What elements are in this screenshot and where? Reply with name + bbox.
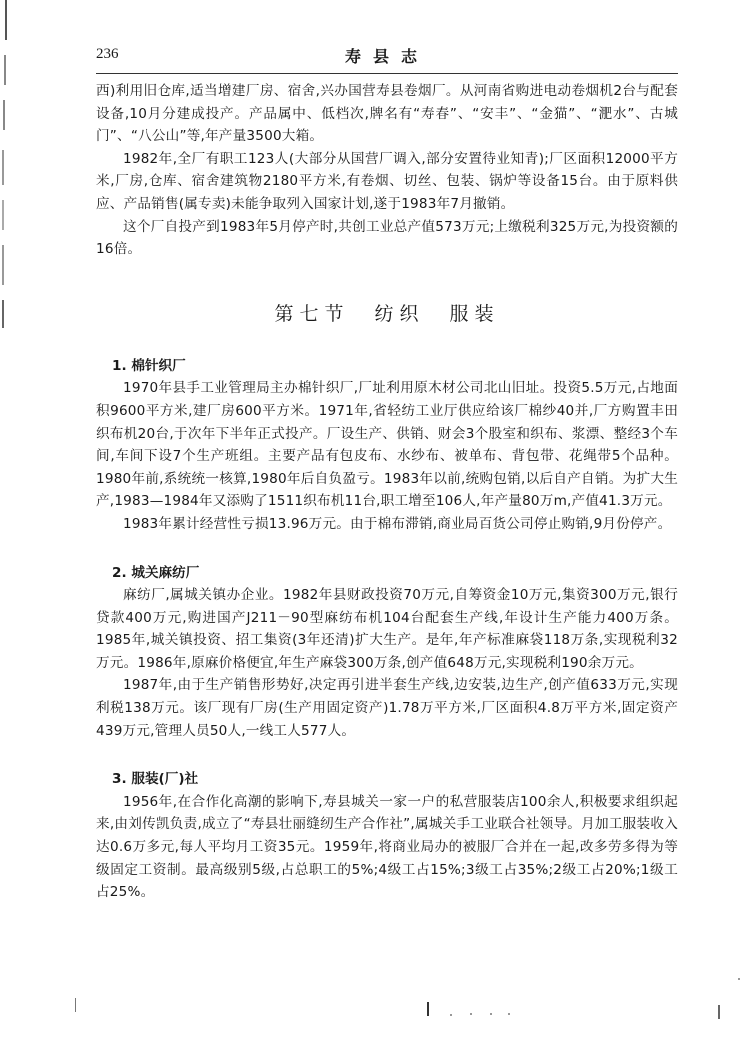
scan-artifact-left-edge bbox=[2, 150, 4, 185]
scan-speck bbox=[508, 1013, 510, 1015]
continuation-paragraph: 西)利用旧仓库,适当增建厂房、宿舍,兴办国营寿县卷烟厂。从河南省购进电动卷烟机2台与配套设备,10月分建成投产。产品属中、低档次,牌名有“寿春”、“安丰”、“金猫”、“淝水”、古城门”、“八公山”等,年产量3500大箱。 bbox=[96, 83, 678, 145]
header-rule bbox=[96, 73, 678, 74]
subsection-heading: 1. 棉针织厂 bbox=[112, 357, 186, 374]
scan-artifact-bottom-left bbox=[75, 998, 76, 1012]
scan-artifact-bottom-right bbox=[718, 1005, 720, 1019]
scan-artifact-left-edge bbox=[2, 300, 4, 328]
section-title: 第七节 纺织 服装 bbox=[274, 302, 500, 325]
page-header bbox=[96, 42, 678, 68]
book-title: 寿县志 bbox=[344, 47, 429, 66]
scan-artifact-left-edge bbox=[4, 55, 6, 85]
subsection-paragraph: 1956年,在合作化高潮的影响下,寿县城关一家一户的私营服装店100余人,积极要求组织起来,由刘传凯负责,成立了“寿县壮丽缝纫生产合作社”,属城关手工业联合社领导。月加工服装收入达0.6万多元,每人平均月工资35元。1959年,将商业局办的被服厂合并在一起,改多劳多得为等级固定工资制。最高级别5级,占总职工的5%;4级工占15%;3级工占35%;2级工占20%;1级工占25%。 bbox=[96, 793, 678, 901]
subsection-paragraph: 1970年县手工业管理局主办棉针织厂,厂址利用原木材公司北山旧址。投资5.5万元,占地面积9600平方米,建厂房600平方米。1971年,省轻纺工业厅供应给该厂棉纱40并,厂方购置丰田织布机20台,于次年下半年正式投产。厂设生产、供销、财会3个股室和织布、浆漂、整经3个车间,车间下设7个生产班组。主要产品有包皮布、水纱布、被单布、背包带、花绳带5个品种。1980年前,系统统一核算,1980年后自负盈亏。1983年以前,统购包销,以后自产自销。为扩大生产,1983—1984年又添购了1511织布机11台,职工增至106人,年产量80万m,产值41.3万元。 bbox=[96, 380, 678, 510]
scan-speck bbox=[738, 978, 740, 980]
scan-speck bbox=[490, 1013, 492, 1015]
continuation-paragraph: 1982年,全厂有职工123人(大部分从国营厂调入,部分安置待业知青);厂区面积12000平方米,厂房,仓库、宿舍建筑物2180平方米,有卷烟、切丝、包装、锅炉等设备15台。由于原料供应、产品销售(属专卖)未能争取列入国家计划,遂于1983年7月撤销。 bbox=[96, 150, 678, 212]
subsection-heading: 3. 服装(厂)社 bbox=[112, 771, 199, 788]
subsection-paragraph: 麻纺厂,属城关镇办企业。1982年县财政投资70万元,自筹资金10万元,集资300万元,银行贷款400万元,购进国产J211－90型麻纺布机104台配套生产线,年设计生产能力400万条。1985年,城关镇投资、招工集资(3年还清)扩大生产。是年,年产标准麻袋118万条,实现税利32万元。1986年,原麻价格便宜,年生产麻袋300万条,创产值648万元,实现税利190余万元。 bbox=[96, 587, 678, 671]
scan-artifact-left-edge bbox=[5, 0, 7, 40]
scan-artifact-left-edge bbox=[2, 245, 4, 285]
continuation-paragraph: 这个厂自投产到1983年5月停产时,共创工业总产值573万元;上缴税利325万元,为投资额的16倍。 bbox=[96, 218, 678, 258]
scan-speck bbox=[450, 1014, 452, 1016]
page-body bbox=[96, 80, 678, 904]
subsection-heading: 2. 城关麻纺厂 bbox=[112, 564, 200, 581]
subsection-paragraph: 1983年累计经营性亏损13.96万元。由于棉布滞销,商业局百货公司停止购销,9月份停产。 bbox=[123, 515, 672, 532]
page-number: 236 bbox=[96, 46, 119, 62]
scan-artifact-left-edge bbox=[2, 200, 4, 230]
scan-artifact-bottom-mid bbox=[427, 1002, 429, 1016]
subsection-paragraph: 1987年,由于生产销售形势好,决定再引进半套生产线,边安装,边生产,创产值633万元,实现利税138万元。该厂现有厂房(生产用固定资产)1.78万平方米,厂区面积4.8万平方米,固定资产439万元,管理人员50人,一线工人577人。 bbox=[96, 677, 678, 739]
scan-speck bbox=[470, 1013, 472, 1015]
scan-artifact-left-edge bbox=[3, 100, 5, 130]
